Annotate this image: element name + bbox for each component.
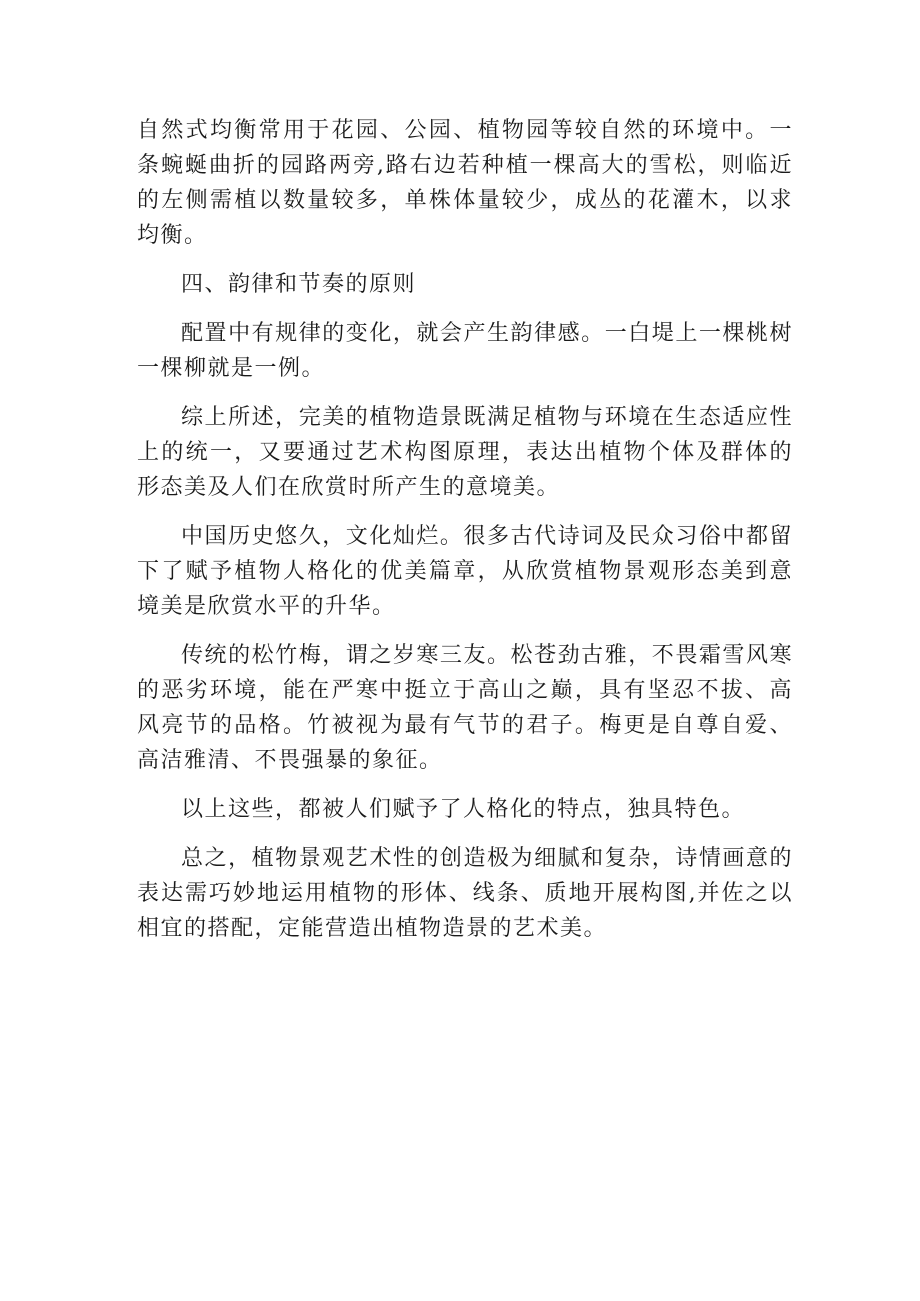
paragraph-rhythm: 配置中有规律的变化，就会产生韵律感。一白堤上一棵桃树一棵柳就是一例。 <box>137 321 793 381</box>
paragraph-three-friends: 传统的松竹梅，谓之岁寒三友。松苍劲古雅，不畏霜雪风寒的恶劣环境，能在严寒中挺立于高山之巅，具有坚忍不拔、高风亮节的品格。竹被视为最有气节的君子。梅更是自尊自爱、高洁雅清、不畏强暴的象征。 <box>137 643 793 773</box>
paragraph-natural-balance: 自然式均衡常用于花园、公园、植物园等较自然的环境中。一条蜿蜒曲折的园路两旁,路右边若种植一棵高大的雪松，则临近的左侧需植以数量较多，单株体量较少，成丛的花灌木，以求均衡。 <box>137 118 793 248</box>
document-body <box>137 113 793 960</box>
paragraph-conclusion: 总之，植物景观艺术性的创造极为细腻和复杂，诗情画意的表达需巧妙地运用植物的形体、线条、质地开展构图,并佐之以相宜的搭配，定能营造出植物造景的艺术美。 <box>137 846 793 941</box>
paragraph-history: 中国历史悠久，文化灿烂。很多古代诗词及民众习俗中都留下了赋予植物人格化的优美篇章，从欣赏植物景观形态美到意境美是欣赏水平的升华。 <box>137 524 793 619</box>
paragraph-summary: 综上所述，完美的植物造景既满足植物与环境在生态适应性上的统一，又要通过艺术构图原理，表达出植物个体及群体的形态美及人们在欣赏时所产生的意境美。 <box>137 405 793 500</box>
section-heading-rhythm: 四、韵律和节奏的原则 <box>181 272 417 297</box>
paragraph-personification: 以上这些，都被人们赋予了人格化的特点，独具特色。 <box>181 797 746 822</box>
